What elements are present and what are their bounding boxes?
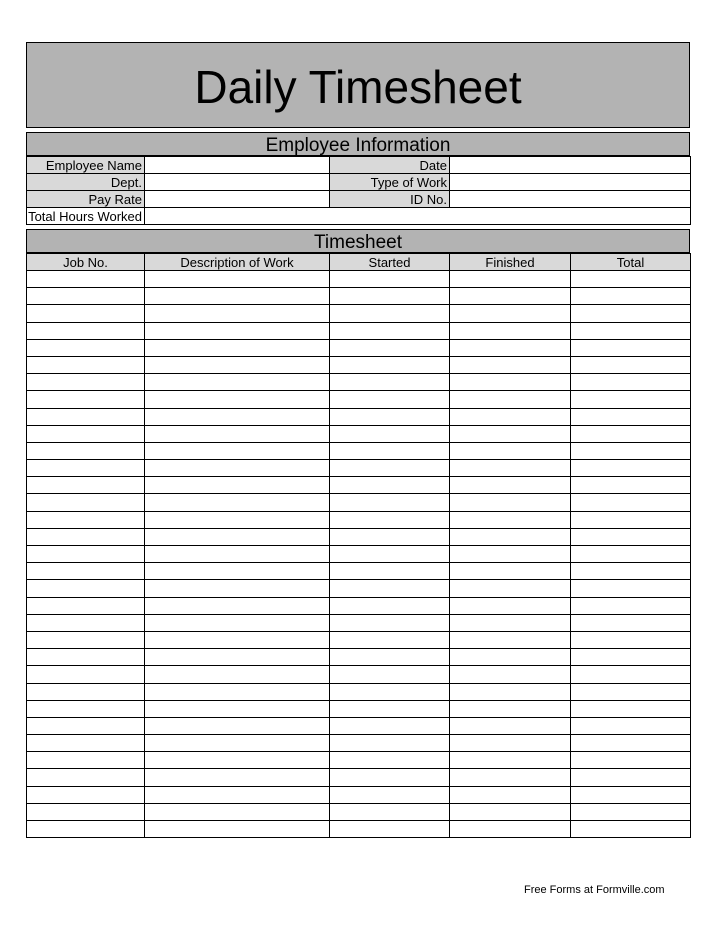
job-no-cell[interactable] [27, 374, 145, 391]
total-cell[interactable] [571, 700, 691, 717]
started-cell[interactable] [330, 494, 450, 511]
finished-cell[interactable] [450, 408, 571, 425]
description-cell[interactable] [145, 408, 330, 425]
started-cell[interactable] [330, 546, 450, 563]
total-cell[interactable] [571, 288, 691, 305]
started-cell[interactable] [330, 735, 450, 752]
finished-cell[interactable] [450, 322, 571, 339]
timesheet-form [26, 42, 690, 838]
finished-cell[interactable] [450, 821, 571, 838]
started-cell[interactable] [330, 271, 450, 288]
started-cell[interactable] [330, 391, 450, 408]
finished-cell[interactable] [450, 391, 571, 408]
timesheet-row [27, 305, 691, 322]
total-cell[interactable] [571, 305, 691, 322]
employee-name-label: Employee Name [27, 157, 145, 174]
started-cell[interactable] [330, 717, 450, 734]
employee-info-header: Employee Information [26, 132, 690, 156]
timesheet-row [27, 683, 691, 700]
finished-cell[interactable] [450, 580, 571, 597]
started-cell[interactable] [330, 322, 450, 339]
job-no-cell[interactable] [27, 339, 145, 356]
total-cell[interactable] [571, 271, 691, 288]
started-cell[interactable] [330, 752, 450, 769]
started-cell[interactable] [330, 511, 450, 528]
finished-cell[interactable] [450, 288, 571, 305]
type-of-work-label: Type of Work [330, 174, 450, 191]
type-of-work-field[interactable] [450, 174, 691, 191]
job-no-cell[interactable] [27, 477, 145, 494]
job-no-cell[interactable] [27, 752, 145, 769]
finished-cell[interactable] [450, 631, 571, 648]
timesheet-row [27, 511, 691, 528]
timesheet-row [27, 614, 691, 631]
timesheet-row [27, 752, 691, 769]
started-cell[interactable] [330, 528, 450, 545]
total-cell[interactable] [571, 460, 691, 477]
description-cell[interactable] [145, 391, 330, 408]
description-cell[interactable] [145, 683, 330, 700]
started-cell[interactable] [330, 683, 450, 700]
job-no-cell[interactable] [27, 821, 145, 838]
pay-rate-field[interactable] [145, 191, 330, 208]
total-cell[interactable] [571, 752, 691, 769]
job-no-cell[interactable] [27, 631, 145, 648]
timesheet-row [27, 322, 691, 339]
timesheet-row [27, 735, 691, 752]
footer-credit: Free Forms at Formville.com [524, 884, 665, 896]
finished-cell[interactable] [450, 425, 571, 442]
description-cell[interactable] [145, 305, 330, 322]
total-cell[interactable] [571, 322, 691, 339]
started-cell[interactable] [330, 356, 450, 373]
timesheet-row [27, 442, 691, 459]
finished-cell[interactable] [450, 511, 571, 528]
started-cell[interactable] [330, 374, 450, 391]
started-cell[interactable] [330, 631, 450, 648]
job-no-cell[interactable] [27, 271, 145, 288]
total-cell[interactable] [571, 769, 691, 786]
job-no-cell[interactable] [27, 494, 145, 511]
started-cell[interactable] [330, 288, 450, 305]
timesheet-row [27, 700, 691, 717]
employee-info-table [26, 156, 691, 225]
started-cell[interactable] [330, 408, 450, 425]
total-cell[interactable] [571, 511, 691, 528]
job-no-cell[interactable] [27, 769, 145, 786]
started-cell[interactable] [330, 425, 450, 442]
job-no-cell[interactable] [27, 649, 145, 666]
dept-field[interactable] [145, 174, 330, 191]
job-no-cell[interactable] [27, 511, 145, 528]
started-cell[interactable] [330, 666, 450, 683]
started-cell[interactable] [330, 305, 450, 322]
job-no-cell[interactable] [27, 546, 145, 563]
total-cell[interactable] [571, 683, 691, 700]
description-cell[interactable] [145, 614, 330, 631]
description-cell[interactable] [145, 442, 330, 459]
timesheet-row [27, 821, 691, 838]
timesheet-row [27, 356, 691, 373]
timesheet-column-header-row [27, 254, 691, 271]
description-cell[interactable] [145, 528, 330, 545]
started-cell[interactable] [330, 597, 450, 614]
finished-cell[interactable] [450, 563, 571, 580]
job-no-cell[interactable] [27, 408, 145, 425]
timesheet-row [27, 477, 691, 494]
job-no-cell[interactable] [27, 580, 145, 597]
finished-cell[interactable] [450, 477, 571, 494]
date-label: Date [330, 157, 450, 174]
total-cell[interactable] [571, 631, 691, 648]
total-cell[interactable] [571, 425, 691, 442]
timesheet-row [27, 374, 691, 391]
total-cell[interactable] [571, 735, 691, 752]
job-no-cell[interactable] [27, 305, 145, 322]
column-header-job-no: Job No. [27, 254, 145, 271]
description-cell[interactable] [145, 356, 330, 373]
total-cell[interactable] [571, 374, 691, 391]
description-cell[interactable] [145, 803, 330, 820]
started-cell[interactable] [330, 460, 450, 477]
total-hours-label: Total Hours Worked [27, 208, 145, 225]
finished-cell[interactable] [450, 803, 571, 820]
job-no-cell[interactable] [27, 683, 145, 700]
finished-cell[interactable] [450, 683, 571, 700]
started-cell[interactable] [330, 563, 450, 580]
employee-row [27, 157, 691, 174]
employee-row [27, 208, 691, 225]
finished-cell[interactable] [450, 356, 571, 373]
timesheet-row [27, 649, 691, 666]
timesheet-row [27, 597, 691, 614]
job-no-cell[interactable] [27, 700, 145, 717]
employee-name-field[interactable] [145, 157, 330, 174]
description-cell[interactable] [145, 631, 330, 648]
description-cell[interactable] [145, 374, 330, 391]
description-cell[interactable] [145, 769, 330, 786]
finished-cell[interactable] [450, 614, 571, 631]
finished-cell[interactable] [450, 494, 571, 511]
timesheet-row [27, 460, 691, 477]
started-cell[interactable] [330, 649, 450, 666]
total-cell[interactable] [571, 528, 691, 545]
finished-cell[interactable] [450, 717, 571, 734]
finished-cell[interactable] [450, 528, 571, 545]
finished-cell[interactable] [450, 597, 571, 614]
started-cell[interactable] [330, 769, 450, 786]
timesheet-row [27, 425, 691, 442]
description-cell[interactable] [145, 511, 330, 528]
timesheet-row [27, 666, 691, 683]
started-cell[interactable] [330, 821, 450, 838]
finished-cell[interactable] [450, 374, 571, 391]
description-cell[interactable] [145, 597, 330, 614]
description-cell[interactable] [145, 821, 330, 838]
description-cell[interactable] [145, 580, 330, 597]
finished-cell[interactable] [450, 271, 571, 288]
finished-cell[interactable] [450, 700, 571, 717]
job-no-cell[interactable] [27, 391, 145, 408]
column-header-total: Total [571, 254, 691, 271]
date-field[interactable] [450, 157, 691, 174]
timesheet-row [27, 494, 691, 511]
finished-cell[interactable] [450, 649, 571, 666]
description-cell[interactable] [145, 563, 330, 580]
description-cell[interactable] [145, 322, 330, 339]
started-cell[interactable] [330, 339, 450, 356]
total-cell[interactable] [571, 666, 691, 683]
total-cell[interactable] [571, 494, 691, 511]
finished-cell[interactable] [450, 339, 571, 356]
started-cell[interactable] [330, 442, 450, 459]
job-no-cell[interactable] [27, 288, 145, 305]
job-no-cell[interactable] [27, 803, 145, 820]
timesheet-row [27, 391, 691, 408]
description-cell[interactable] [145, 717, 330, 734]
description-cell[interactable] [145, 786, 330, 803]
description-cell[interactable] [145, 649, 330, 666]
timesheet-row [27, 803, 691, 820]
description-cell[interactable] [145, 494, 330, 511]
job-no-cell[interactable] [27, 563, 145, 580]
total-cell[interactable] [571, 597, 691, 614]
description-cell[interactable] [145, 666, 330, 683]
column-header-description: Description of Work [145, 254, 330, 271]
timesheet-row [27, 271, 691, 288]
description-cell[interactable] [145, 477, 330, 494]
timesheet-row [27, 563, 691, 580]
timesheet-row [27, 717, 691, 734]
job-no-cell[interactable] [27, 528, 145, 545]
timesheet-row [27, 288, 691, 305]
total-cell[interactable] [571, 477, 691, 494]
description-cell[interactable] [145, 700, 330, 717]
total-cell[interactable] [571, 563, 691, 580]
total-cell[interactable] [571, 580, 691, 597]
employee-row [27, 174, 691, 191]
job-no-cell[interactable] [27, 425, 145, 442]
finished-cell[interactable] [450, 666, 571, 683]
description-cell[interactable] [145, 546, 330, 563]
total-cell[interactable] [571, 649, 691, 666]
pay-rate-label: Pay Rate [27, 191, 145, 208]
finished-cell[interactable] [450, 442, 571, 459]
total-cell[interactable] [571, 546, 691, 563]
job-no-cell[interactable] [27, 666, 145, 683]
finished-cell[interactable] [450, 460, 571, 477]
finished-cell[interactable] [450, 769, 571, 786]
timesheet-row [27, 339, 691, 356]
finished-cell[interactable] [450, 735, 571, 752]
job-no-cell[interactable] [27, 322, 145, 339]
started-cell[interactable] [330, 580, 450, 597]
total-hours-field[interactable] [145, 208, 691, 225]
finished-cell[interactable] [450, 752, 571, 769]
id-no-label: ID No. [330, 191, 450, 208]
description-cell[interactable] [145, 460, 330, 477]
total-cell[interactable] [571, 391, 691, 408]
total-cell[interactable] [571, 614, 691, 631]
started-cell[interactable] [330, 614, 450, 631]
job-no-cell[interactable] [27, 460, 145, 477]
timesheet-row [27, 408, 691, 425]
column-header-finished: Finished [450, 254, 571, 271]
timesheet-row [27, 631, 691, 648]
job-no-cell[interactable] [27, 614, 145, 631]
description-cell[interactable] [145, 339, 330, 356]
form-title: Daily Timesheet [26, 42, 690, 128]
description-cell[interactable] [145, 271, 330, 288]
timesheet-rows [27, 271, 691, 838]
total-cell[interactable] [571, 786, 691, 803]
started-cell[interactable] [330, 700, 450, 717]
total-cell[interactable] [571, 803, 691, 820]
timesheet-header: Timesheet [26, 229, 690, 253]
job-no-cell[interactable] [27, 735, 145, 752]
job-no-cell[interactable] [27, 442, 145, 459]
id-no-field[interactable] [450, 191, 691, 208]
timesheet-row [27, 769, 691, 786]
timesheet-row [27, 528, 691, 545]
finished-cell[interactable] [450, 546, 571, 563]
total-cell[interactable] [571, 442, 691, 459]
job-no-cell[interactable] [27, 786, 145, 803]
description-cell[interactable] [145, 735, 330, 752]
finished-cell[interactable] [450, 786, 571, 803]
timesheet-row [27, 546, 691, 563]
started-cell[interactable] [330, 803, 450, 820]
total-cell[interactable] [571, 408, 691, 425]
timesheet-table [26, 253, 691, 838]
job-no-cell[interactable] [27, 597, 145, 614]
description-cell[interactable] [145, 752, 330, 769]
employee-row [27, 191, 691, 208]
started-cell[interactable] [330, 786, 450, 803]
job-no-cell[interactable] [27, 717, 145, 734]
total-cell[interactable] [571, 821, 691, 838]
dept-label: Dept. [27, 174, 145, 191]
total-cell[interactable] [571, 339, 691, 356]
finished-cell[interactable] [450, 305, 571, 322]
column-header-started: Started [330, 254, 450, 271]
total-cell[interactable] [571, 356, 691, 373]
job-no-cell[interactable] [27, 356, 145, 373]
started-cell[interactable] [330, 477, 450, 494]
timesheet-row [27, 786, 691, 803]
total-cell[interactable] [571, 717, 691, 734]
timesheet-row [27, 580, 691, 597]
description-cell[interactable] [145, 425, 330, 442]
description-cell[interactable] [145, 288, 330, 305]
